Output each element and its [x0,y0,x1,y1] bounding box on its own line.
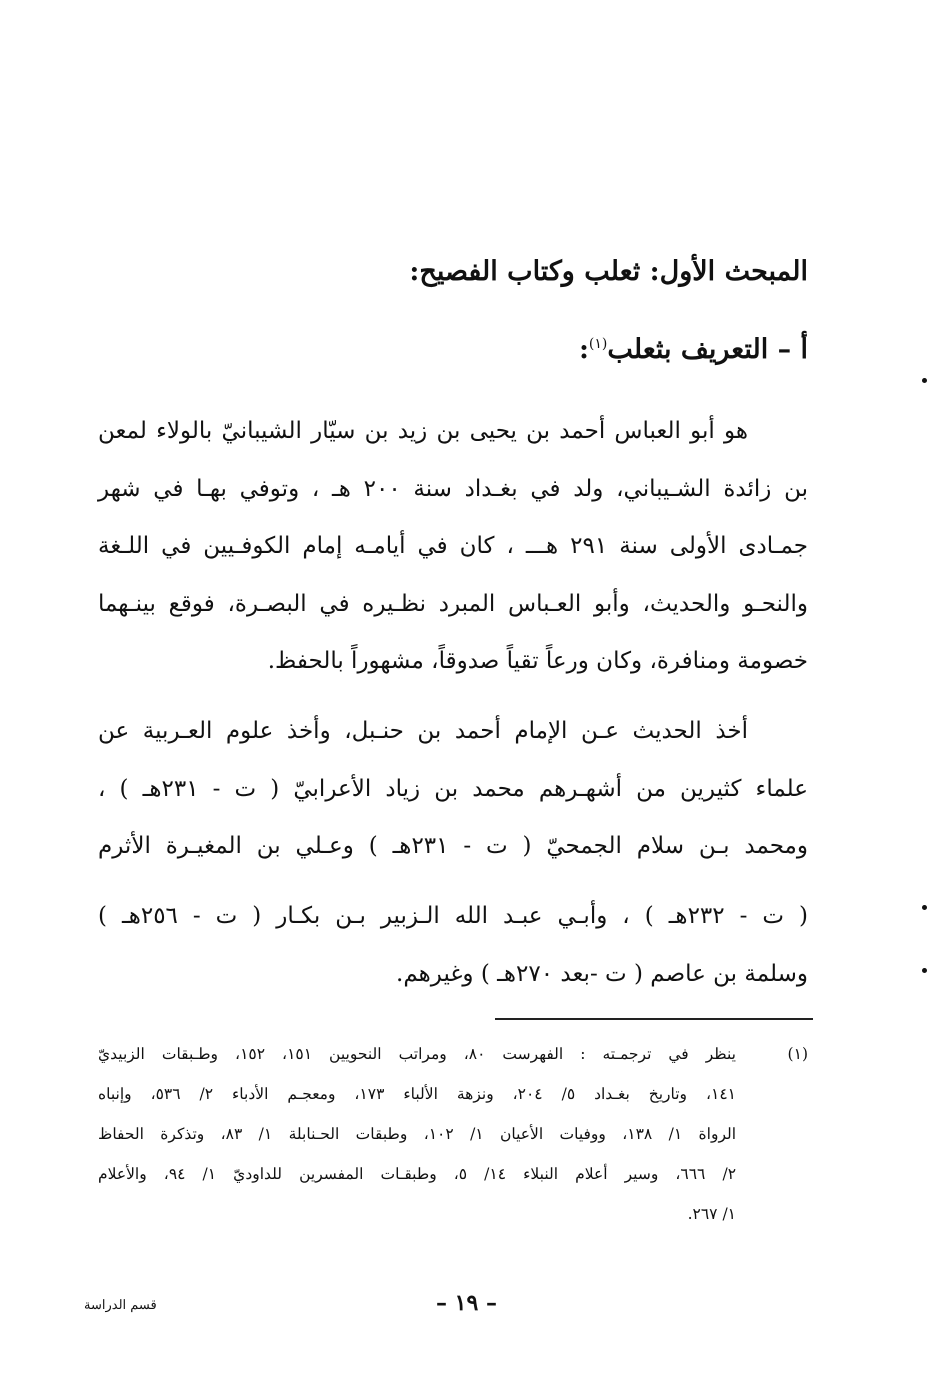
paragraph-line: والنحـو والحديث، وأبو العـباس المبرد نظـيره في البصـرة، فوقع بينـهما [98,590,808,617]
scan-mark [922,905,927,910]
footnote-separator [495,1018,813,1020]
subsection-heading [579,334,808,365]
footnote-line: الرواة ١/ ١٣٨، ووفيات الأعيان ١/ ١٠٢، وطبقات الحـنابلة ١/ ٨٣، وتذكرة الحفاظ [98,1125,737,1143]
paragraph-line: ( ت - ٢٣٢هـ ) ، وأبـي عبـد الله الـزبير بـن بكـار ( ت - ٢٥٦هـ ) [98,903,808,929]
paragraph-line: علماء كثيرين من أشهـرهم محمد بن زياد الأعرابيّ ( ت - ٢٣١هـ ) ، [98,775,809,802]
subsection-title: أ – التعريف بثعلب [607,334,808,365]
paragraph-line: جمـادى الأولى سنة ٢٩١ هـــ ، كان في أيامـه إمام الكوفـيين في اللـغة [98,533,809,559]
paragraph-teachers [98,703,808,876]
section-heading: المبحث الأول: ثعلب وكتاب الفصيح: [409,256,808,287]
scan-mark [922,968,927,973]
footnote-line: ٢/ ٦٦٦، وسير أعلام النبلاء ١٤/ ٥، وطبقـات المفسرين للداوديّ ١/ ٩٤، والأعلام [98,1165,737,1183]
paragraph-biography [98,403,808,691]
footnote-line: ١٤١، وتاريخ بغـداد ٥/ ٢٠٤، ونزهة الألباء ١٧٣، ومعجـم الأدباء ٢/ ٥٣٦، وإنباه [98,1085,736,1103]
footnote-body [98,1034,736,1234]
paragraph-line: بن زائدة الشـيباني، ولد في بغـداد سنة ٢٠٠ هـ ، وتوفي بهـا في شهر [98,475,808,502]
paragraph-line: وسلمة بن عاصم ( ت -بعد ٢٧٠هـ ) وغيرهم. [396,960,808,987]
paragraph-line: خصومة ومنافرة، وكان ورعاً تقياً صدوقاً، مشهوراً بالحفظ. [267,648,808,674]
footnote-line: ١/ ٢٦٧. [687,1205,736,1223]
paragraph-line: هو أبو العباس أحمد بن يحيى بن زيد بن سيّار الشيبانيّ بالولاء لمعن [98,418,748,444]
running-footer-label: قسم الدراسة [84,1298,157,1313]
paragraph-line: أخذ الحديث عـن الإمام أحمد بن حنـبل، وأخذ علوم العـربية عن [98,718,748,744]
scan-mark [922,378,927,383]
paragraph-line: ومحمد بـن سلام الجمحيّ ( ت - ٢٣١هـ ) وعـلي بن المغيـرة الأثرم [98,833,808,859]
paragraph-teachers-continued [98,888,808,1003]
footnote-number: (١) [787,1045,808,1063]
footnote [98,1034,808,1234]
footnote-reference: (١) [588,336,608,352]
page-number: – ١٩ – [436,1290,497,1316]
subsection-colon: : [578,334,589,365]
footnote-line: ينظر في ترجمـته : الفهرست ٨٠، ومراتب النحويين ١٥١، ١٥٢، وطـبقات الزبيديّ [98,1045,736,1063]
